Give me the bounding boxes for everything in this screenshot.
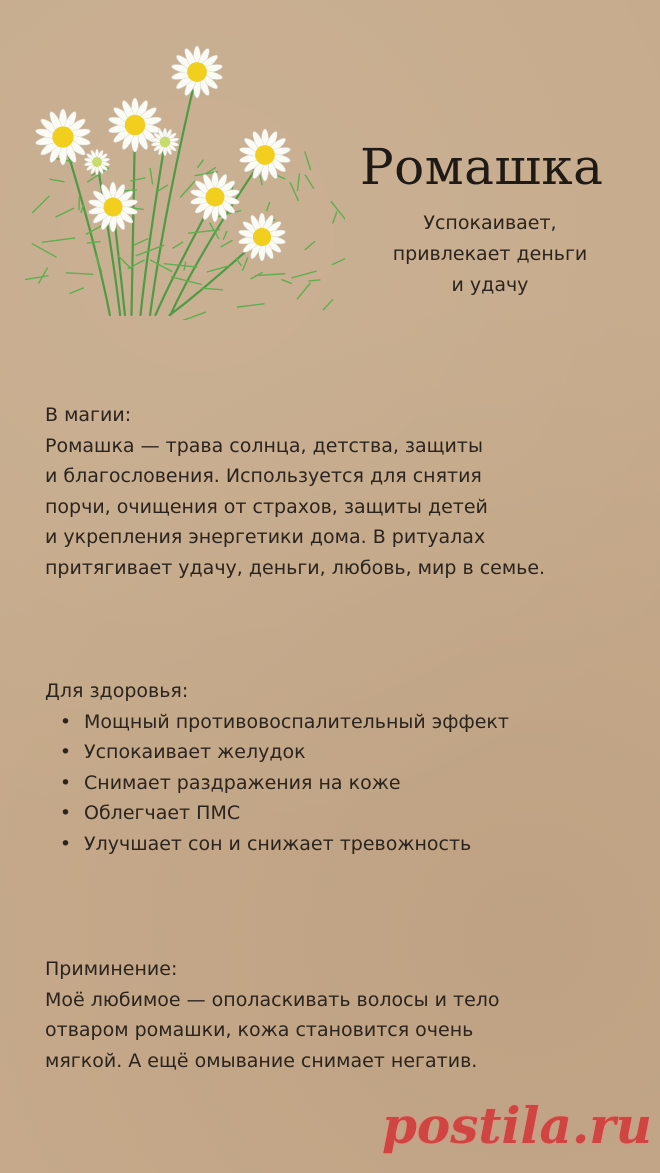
text-line: притягивает удачу, деньги, любовь, мир в семье. — [45, 556, 546, 579]
page-title: Ромашка — [360, 138, 604, 196]
subtitle-line: привлекает деньги — [392, 243, 588, 265]
watermark-logo: postila.ru — [381, 1096, 652, 1155]
leaf — [221, 240, 233, 247]
subtitle-line: Успокаивает, — [423, 212, 557, 234]
leaf — [42, 238, 75, 242]
leaf — [180, 181, 195, 198]
list-item — [45, 798, 509, 829]
daisy-flower — [238, 213, 286, 261]
text-line: и благословения. Используется для снятия — [45, 465, 482, 487]
leaf — [297, 283, 310, 299]
health-section — [45, 676, 509, 859]
section-heading: В магии: — [45, 404, 132, 426]
leaf — [305, 151, 311, 170]
text-line: и укрепления энергетики дома. В ритуалах — [45, 526, 486, 548]
daisy-flower — [190, 172, 240, 222]
leaf — [32, 243, 57, 257]
subtitle-line: и удачу — [451, 274, 529, 296]
leaf — [130, 178, 145, 181]
bullet-icon: • — [59, 832, 72, 855]
section-heading: Для здоровья: — [45, 680, 189, 702]
text-line: Ромашка — трава солнца, детства, защиты — [45, 434, 483, 457]
leaf — [66, 273, 93, 274]
leaf — [177, 312, 206, 320]
leaf — [87, 242, 101, 243]
leaf — [69, 288, 83, 294]
leaf — [150, 168, 152, 184]
list-item-text: Улучшает сон и снижает тревожность — [84, 832, 472, 855]
list-item — [45, 707, 509, 738]
leaf — [128, 260, 145, 269]
daisy-flower — [35, 109, 91, 165]
bullet-icon: • — [59, 771, 72, 794]
leaf — [242, 257, 247, 271]
list-item-text: Снимает раздражения на коже — [84, 771, 401, 794]
leaf — [173, 242, 184, 248]
list-item — [45, 829, 509, 860]
leaf — [223, 231, 227, 240]
list-item-text: Облегчает ПМС — [84, 802, 241, 824]
leaf — [25, 276, 48, 280]
leaf — [332, 258, 345, 265]
leaf — [298, 174, 300, 192]
subtitle — [370, 208, 610, 301]
usage-section — [45, 954, 500, 1076]
leaf — [331, 201, 345, 219]
daisy-flower — [239, 129, 291, 181]
list-item-text: Мощный противовоспалительный эффект — [84, 710, 509, 733]
leaf — [134, 239, 149, 246]
magic-section — [45, 400, 545, 583]
text-line: мягкой. А ещё омывание снимает негатив. — [45, 1049, 478, 1072]
leaf — [56, 208, 74, 217]
leaf — [281, 279, 292, 283]
leaf — [323, 299, 333, 310]
leaf — [305, 241, 315, 250]
daisy-flower — [171, 46, 223, 98]
leaf — [267, 202, 270, 211]
section-heading: Приминение: — [45, 958, 178, 980]
leaf — [290, 182, 298, 201]
health-list — [45, 707, 509, 860]
leaf — [96, 255, 102, 272]
leaf — [49, 179, 64, 182]
leaf — [260, 175, 262, 185]
leaf — [197, 160, 203, 168]
leaf — [32, 196, 49, 213]
list-item-text: Успокаивает желудок — [84, 741, 306, 763]
bullet-icon: • — [59, 741, 72, 763]
list-item — [45, 737, 509, 768]
leaf — [308, 280, 320, 281]
leaf — [201, 288, 223, 290]
leaf — [237, 304, 265, 307]
daisy-flower — [84, 149, 110, 175]
bullet-icon: • — [59, 710, 72, 733]
daisy-flower — [88, 182, 138, 232]
bullet-icon: • — [59, 802, 72, 824]
leaf — [305, 174, 314, 188]
text-line: Моё любимое — ополаскивать волосы и тело — [45, 988, 500, 1011]
chamomile-illustration — [25, 45, 345, 320]
list-item — [45, 768, 509, 799]
text-line: отваром ромашки, кожа становится очень — [45, 1019, 474, 1041]
leaf — [291, 271, 316, 278]
leaf — [184, 262, 186, 271]
leaf — [150, 260, 172, 272]
leaf — [333, 211, 337, 223]
text-line: порчи, очищения от страхов, защиты детей — [45, 495, 488, 518]
